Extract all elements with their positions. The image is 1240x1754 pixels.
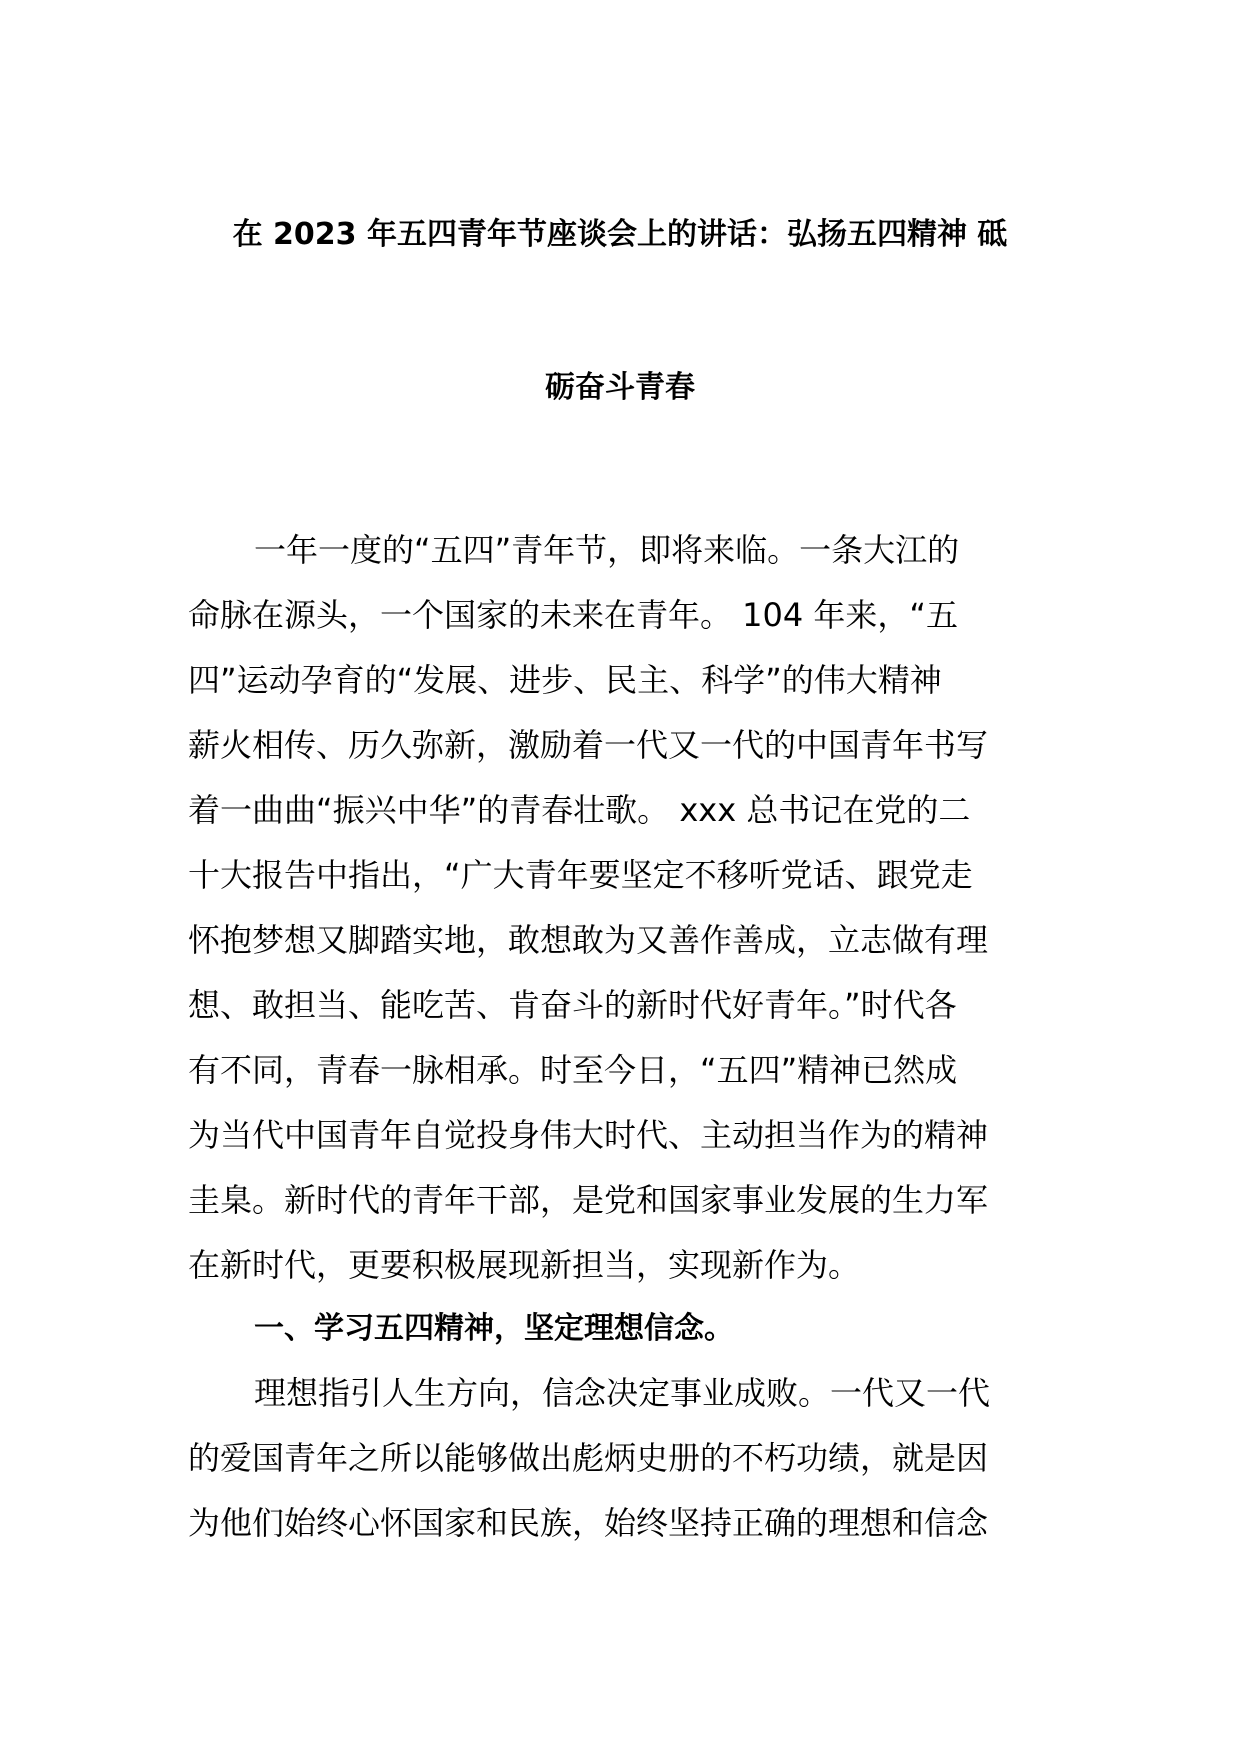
paragraph-line: 薪火相传、历久弥新，激励着一代又一代的中国青年书写 xyxy=(188,726,989,764)
paragraph-line: 着一曲曲“振兴中华”的青春壮歌。 xxx 总书记在党的二 xyxy=(188,791,971,829)
paragraph-line: 圭臬。新时代的青年干部，是党和国家事业发展的生力军 xyxy=(188,1181,989,1219)
section-heading xyxy=(188,1296,1054,1361)
paragraph-line: 理想指引人生方向，信念决定事业成败。一代又一代 xyxy=(254,1374,991,1412)
paragraph-1 xyxy=(188,518,1054,1298)
paragraph-line: 在新时代，更要积极展现新担当，实现新作为。 xyxy=(188,1246,861,1284)
paragraph-line: 怀抱梦想又脚踏实地，敢想敢为又善作善成，立志做有理 xyxy=(188,921,989,959)
paragraph-line: 命脉在源头，一个国家的未来在青年。 104 年来，“五 xyxy=(188,596,959,634)
paragraph-line: 想、敢担当、能吃苦、肯奋斗的新时代好青年。”时代各 xyxy=(188,986,957,1024)
paragraph-line: 的爱国青年之所以能够做出彪炳史册的不朽功绩，就是因 xyxy=(188,1439,989,1477)
paragraph-line: 一年一度的“五四”青年节，即将来临。一条大江的 xyxy=(254,531,960,569)
paragraph-line: 十大报告中指出，“广大青年要坚定不移听党话、跟党走 xyxy=(188,856,973,894)
document-title-line-1: 在 2023 年五四青年节座谈会上的讲话：弘扬五四精神 砥 xyxy=(232,217,1008,252)
document-title-line-2: 砺奋斗青春 xyxy=(545,370,695,405)
paragraph-line: 为他们始终心怀国家和民族，始终坚持正确的理想和信念 xyxy=(188,1504,989,1542)
paragraph-line: 为当代中国青年自觉投身伟大时代、主动担当作为的精神 xyxy=(188,1116,989,1154)
section-heading-text: 一、学习五四精神，坚定理想信念。 xyxy=(254,1311,734,1346)
paragraph-line: 四”运动孕育的“发展、进步、民主、科学”的伟大精神 xyxy=(188,661,942,699)
paragraph-line: 有不同，青春一脉相承。时至今日，“五四”精神已然成 xyxy=(188,1051,958,1089)
paragraph-2 xyxy=(188,1361,1054,1556)
